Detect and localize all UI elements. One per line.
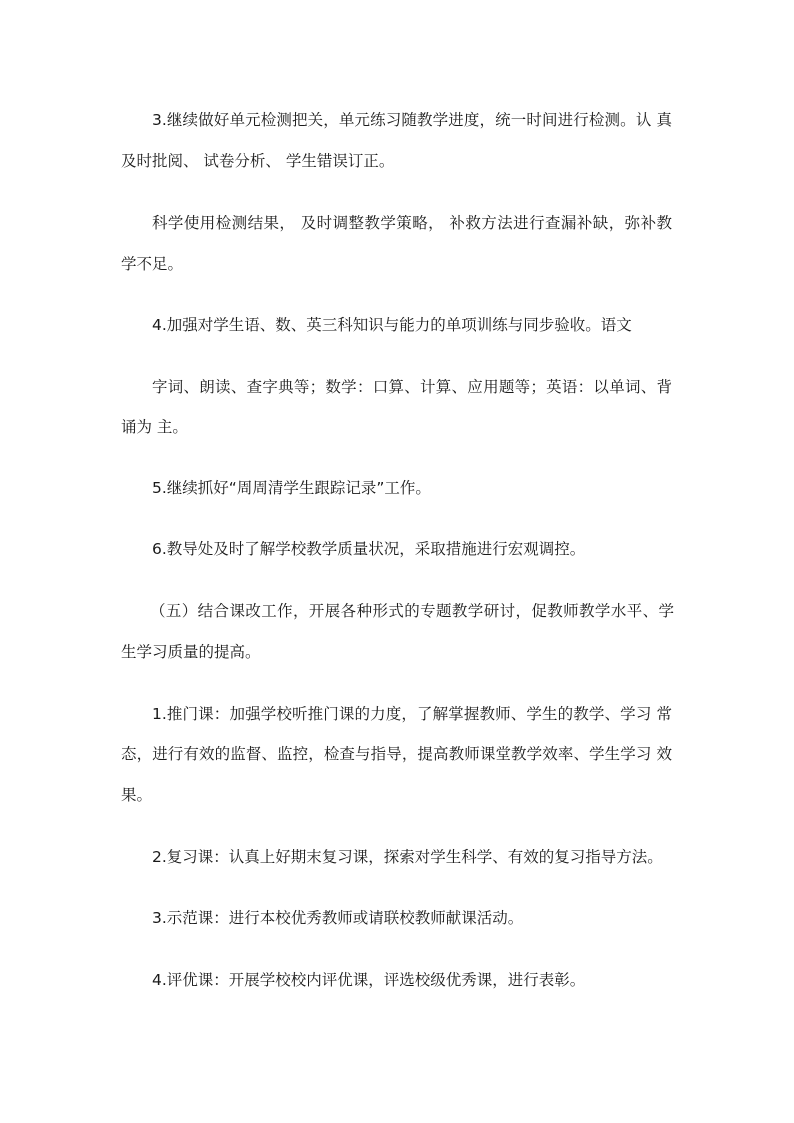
paragraph-line: 4.加强对学生语、数、英三科知识与能力的单项训练与同步验收。语文 [152,316,632,334]
paragraph-line: 诵为 主。 [121,418,188,436]
paragraph-line: 2.复习课：认真上好期末复习课，探索对学生科学、有效的复习指导方法。 [152,848,663,866]
paragraph-line: 3.继续做好单元检测把关，单元练习随教学进度，统一时间进行检测。认 真 [152,111,672,129]
section-heading-line: （五）结合课改工作，开展各种形式的专题教学研讨，促教师教学水平、学 [150,602,674,620]
paragraph-line: 果。 [121,786,153,804]
paragraph-line: 字词、朗读、查字典等；数学：口算、计算、应用题等；英语：以单词、背 [152,378,672,396]
paragraph-line: 4.评优课：开展学校校内评优课，评选校级优秀课，进行表彰。 [152,971,586,989]
paragraph-line: 学不足。 [121,255,184,273]
paragraph-line: 1.推门课：加强学校听推门课的力度，了解掌握教师、学生的教学、学习 常 [152,705,672,723]
paragraph-line: 3.示范课：进行本校优秀教师或请联校教师献课活动。 [152,909,524,927]
paragraph-line: 态，进行有效的监督、监控，检查与指导，提高教师课堂教学效率、学生学习 效 [121,745,672,763]
paragraph-line: 及时批阅、 试卷分析、 学生错误订正。 [121,152,395,170]
section-heading-line: 生学习质量的提高。 [121,643,261,661]
paragraph-line: 5.继续抓好“周周清学生跟踪记录”工作。 [152,479,431,497]
paragraph-line: 6.教导处及时了解学校教学质量状况，采取措施进行宏观调控。 [152,540,586,558]
paragraph-line: 科学使用检测结果， 及时调整教学策略， 补救方法进行查漏补缺，弥补教 [152,214,672,232]
